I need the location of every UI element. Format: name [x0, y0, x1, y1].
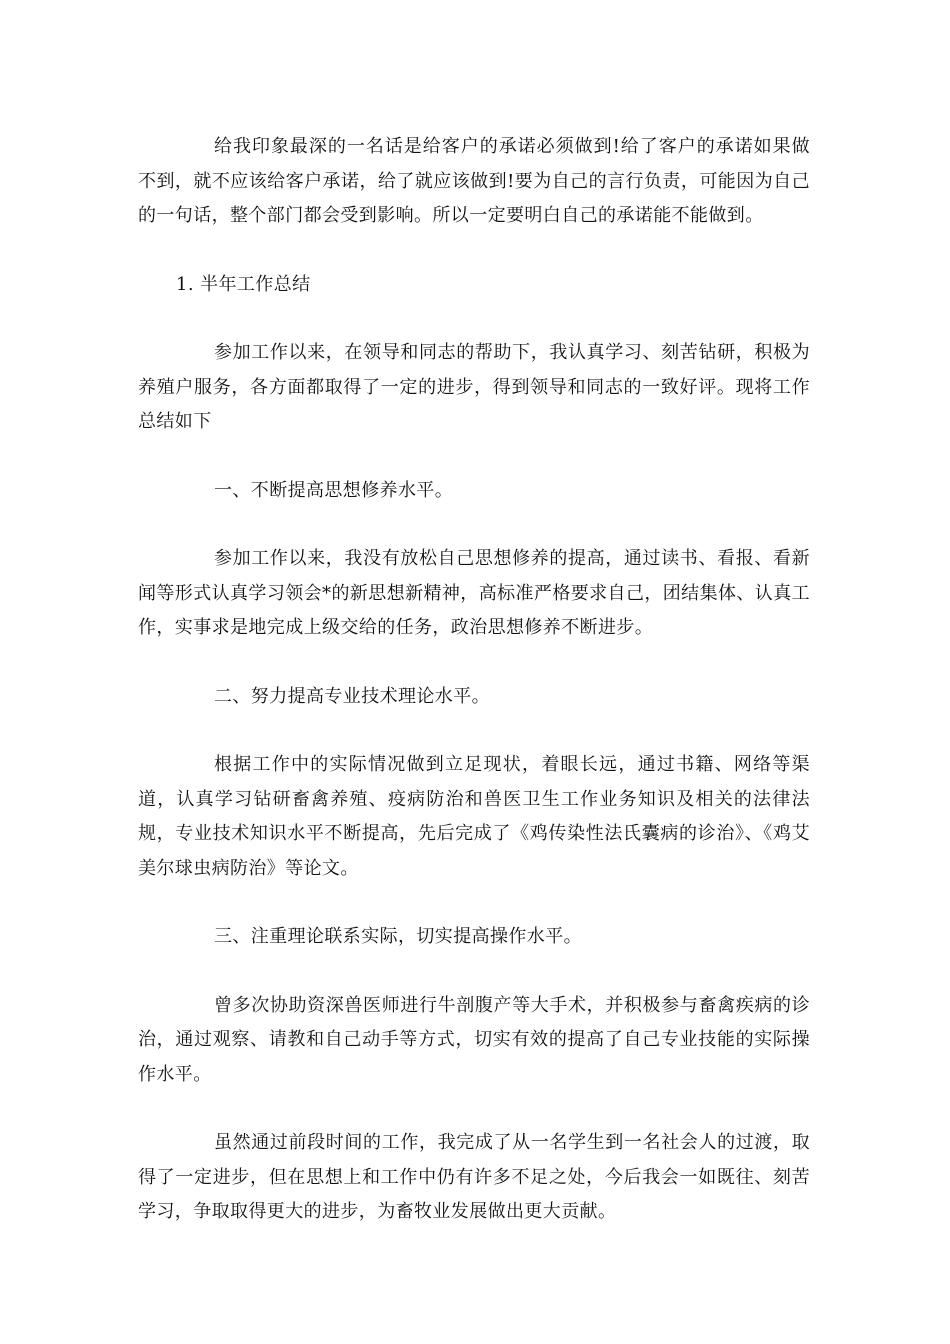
closing-paragraph: 虽然通过前段时间的工作，我完成了从一名学生到一名社会人的过渡，取得了一定进步，但在思想上和工作中仍有许多不足之处，今后我会一如既往、刻苦学习，争取取得更大的进步，为畜牧业发展做出更大贡献。 — [138, 1132, 810, 1222]
intro-paragraph: 给我印象最深的一名话是给客户的承诺必须做到!给了客户的承诺如果做不到，就不应该给客户承诺，给了就应该做到!要为自己的言行负责，可能因为自己的一句话，整个部门都会受到影响。所以一定要明白自己的承诺能不能做到。 — [138, 136, 810, 226]
heading-ideological-cultivation: 一、不断提高思想修养水平。 — [214, 479, 454, 501]
document-body — [138, 130, 810, 1264]
heading-theory-practice: 三、注重理论联系实际，切实提高操作水平。 — [214, 926, 582, 947]
heading-technical-theory: 二、努力提高专业技术理论水平。 — [214, 685, 490, 707]
ideological-cultivation-paragraph: 参加工作以来，我没有放松自己思想修养的提高，通过读书、看报、看新闻等形式认真学习领会*的新思想新精神，高标准严格要求自己，团结集体、认真工作，实事求是地完成上级交给的任务，政治思想修养不断进步。 — [138, 548, 810, 638]
summary-intro-paragraph: 参加工作以来，在领导和同志的帮助下，我认真学习、刻苦钻研，积极为养殖户服务，各方面都取得了一定的进步，得到领导和同志的一致好评。现将工作总结如下 — [138, 342, 810, 432]
technical-theory-paragraph: 根据工作中的实际情况做到立足现状，着眼长远，通过书籍、网络等渠道，认真学习钻研畜禽养殖、疫病防治和兽医卫生工作业务知识及相关的法律法规，专业技术知识水平不断提高，先后完成了《鸡传染性法氏囊病的诊治》、《鸡艾美尔球虫病防治》等论文。 — [138, 754, 810, 879]
theory-practice-paragraph: 曾多次协助资深兽医师进行牛剖腹产等大手术，并积极参与畜禽疾病的诊治，通过观察、请教和自己动手等方式，切实有效的提高了自己专业技能的实际操作水平。 — [138, 994, 810, 1085]
section-title-half-year-summary: 1. 半年工作总结 — [176, 273, 311, 295]
